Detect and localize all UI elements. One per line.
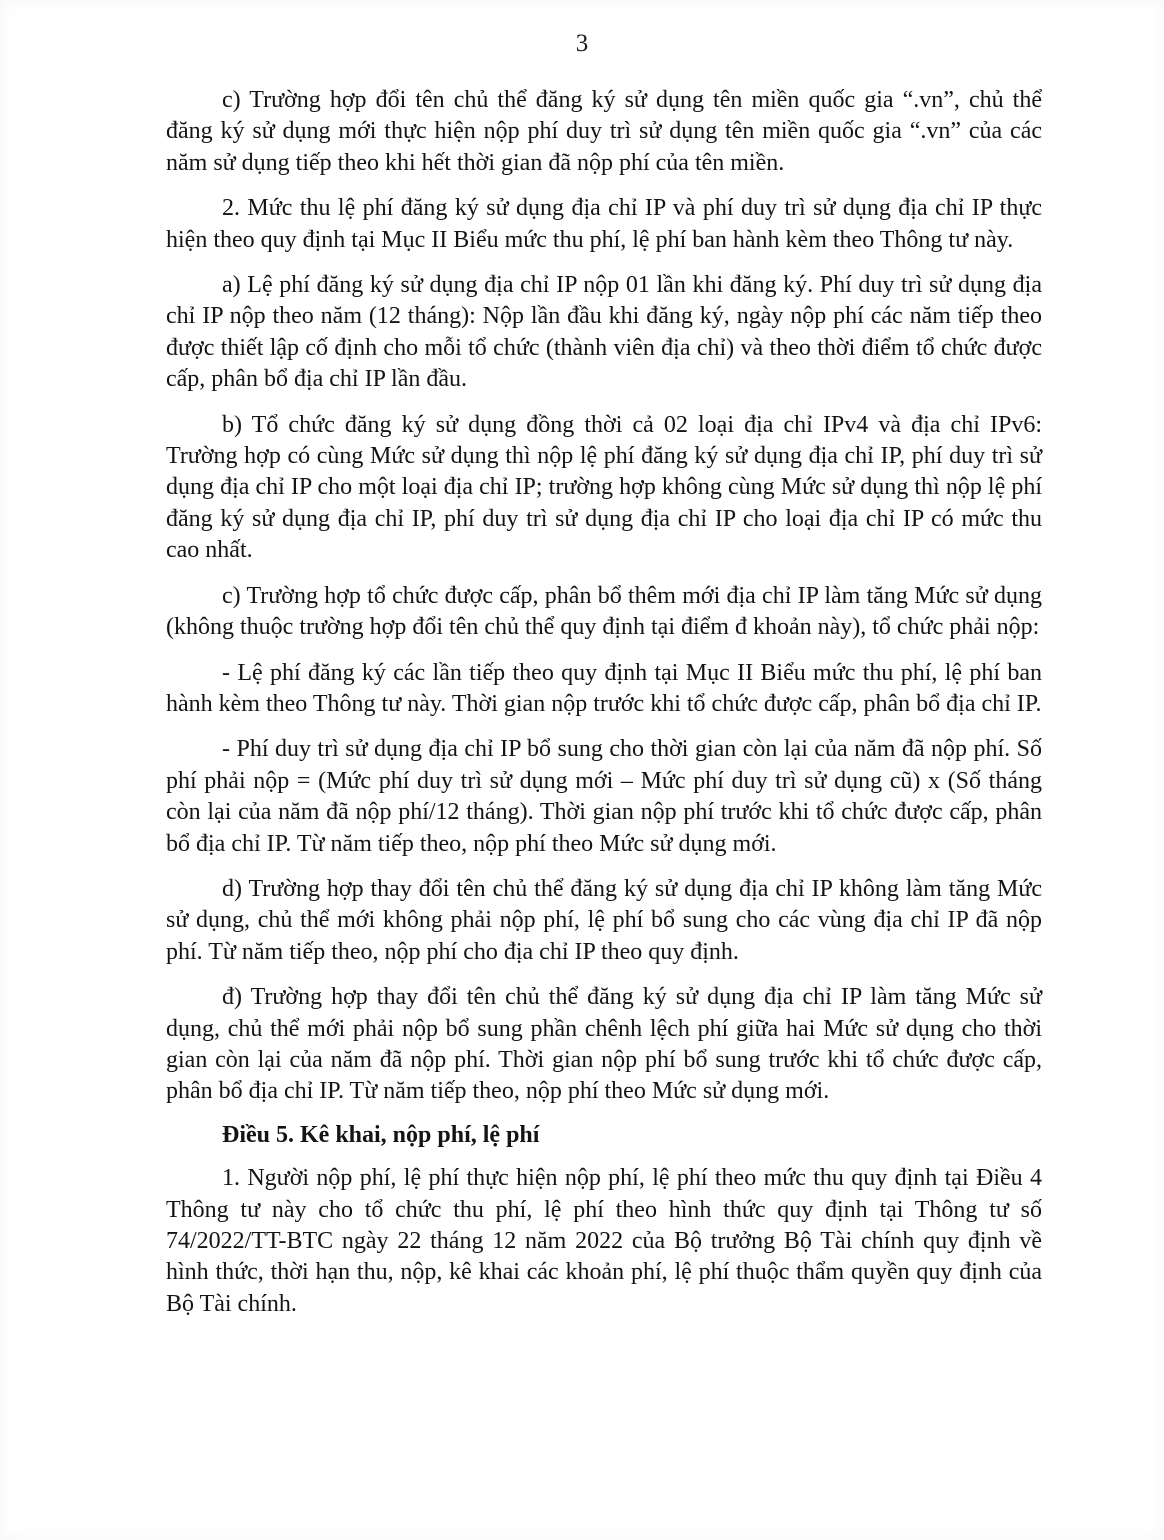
paragraph-d-rename-no-increase: d) Trường hợp thay đổi tên chủ thể đăng ký sử dụng địa chỉ IP không làm tăng Mức sử dụng, chủ thể mới không phải nộp phí, lệ phí bổ sung cho các vùng địa chỉ IP đã nộp phí. Từ năm tiếp theo, nộp phí cho địa chỉ IP theo quy định. — [166, 875, 1042, 965]
article-5-heading: Điều 5. Kê khai, nộp phí, lệ phí — [222, 1121, 540, 1148]
bullet-registration-fee: - Lệ phí đăng ký các lần tiếp theo quy định tại Mục II Biểu mức thu phí, lệ phí ban hành kèm theo Thông tư này. Thời gian nộp trước khi tổ chức được cấp, phân bổ địa chỉ IP. — [166, 659, 1042, 717]
document-body — [166, 85, 1042, 1334]
paragraph-b-ipv4-ipv6: b) Tổ chức đăng ký sử dụng đồng thời cả 02 loại địa chỉ IPv4 và địa chỉ IPv6: Trường hợp có cùng Mức sử dụng thì nộp lệ phí đăng ký sử dụng địa chỉ IP, phí duy trì sử dụng địa chỉ IP cho một loại địa chỉ IP; trường hợp không cùng Mức sử dụng thì nộp lệ phí đăng ký sử dụng địa chỉ IP, phí duy trì sử dụng địa chỉ IP cho loại địa chỉ IP có mức thu cao nhất. — [166, 411, 1042, 564]
paragraph-dd-rename-increase: đ) Trường hợp thay đổi tên chủ thể đăng ký sử dụng địa chỉ IP làm tăng Mức sử dụng, chủ thể mới phải nộp bổ sung phần chênh lệch phí giữa hai Mức sử dụng cho thời gian còn lại của năm đã nộp phí. Thời gian nộp phí bổ sung trước khi tổ chức được cấp, phân bổ địa chỉ IP. Từ năm tiếp theo, nộp phí theo Mức sử dụng mới. — [166, 984, 1042, 1105]
paragraph-c-domain-rename: c) Trường hợp đổi tên chủ thể đăng ký sử dụng tên miền quốc gia “.vn”, chủ thể đăng ký sử dụng mới thực hiện nộp phí duy trì sử dụng tên miền quốc gia “.vn” của các năm sử dụng tiếp theo khi hết thời gian đã nộp phí của tên miền. — [166, 87, 1042, 176]
paragraph-c-additional-ip: c) Trường hợp tổ chức được cấp, phân bổ thêm mới địa chỉ IP làm tăng Mức sử dụng (không thuộc trường hợp đổi tên chủ thể quy định tại điểm đ khoản này), tổ chức phải nộp: — [166, 582, 1042, 641]
paragraph-article-5-1: 1. Người nộp phí, lệ phí thực hiện nộp phí, lệ phí theo mức thu quy định tại Điều 4 Thông tư này cho tổ chức thu phí, lệ phí theo hình thức quy định tại Thông tư số 74/2022/TT-BTC ngày 22 tháng 12 năm 2022 của Bộ trưởng Bộ Tài chính quy định về hình thức, thời hạn thu, nộp, kê khai các khoản phí, lệ phí thuộc thẩm quyền quy định của Bộ Tài chính. — [166, 1165, 1042, 1317]
paragraph-2-ip-fees: 2. Mức thu lệ phí đăng ký sử dụng địa chỉ IP và phí duy trì sử dụng địa chỉ IP thực hiện theo quy định tại Mục II Biểu mức thu phí, lệ phí ban hành kèm theo Thông tư này. — [166, 195, 1042, 253]
bullet-maintenance-fee: - Phí duy trì sử dụng địa chỉ IP bổ sung cho thời gian còn lại của năm đã nộp phí. Số phí phải nộp = (Mức phí duy trì sử dụng mới – Mức phí duy trì sử dụng cũ) x (Số tháng còn lại của năm đã nộp phí/12 tháng). Thời gian nộp phí trước khi tổ chức được cấp, phân bổ địa chỉ IP. Từ năm tiếp theo, nộp phí theo Mức sử dụng mới. — [166, 736, 1042, 857]
paragraph-a-ip-registration: a) Lệ phí đăng ký sử dụng địa chỉ IP nộp 01 lần khi đăng ký. Phí duy trì sử dụng địa chỉ IP nộp theo năm (12 tháng): Nộp lần đầu khi đăng ký, ngày nộp phí các năm tiếp theo được thiết lập cố định cho mỗi tổ chức (thành viên địa chỉ) và theo thời điểm tổ chức được cấp, phân bổ địa chỉ IP lần đầu. — [166, 272, 1042, 393]
page-number: 3 — [575, 30, 589, 57]
